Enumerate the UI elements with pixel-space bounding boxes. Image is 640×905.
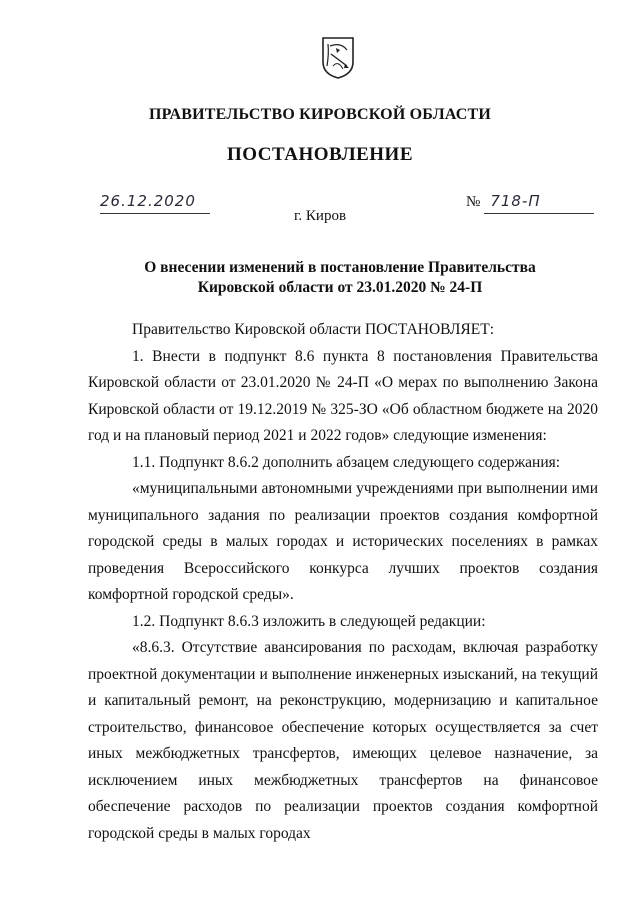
kirov-coat-of-arms-icon — [321, 36, 355, 80]
subject-line-1: О внесении изменений в постановление Правительства — [144, 259, 536, 276]
number-handwritten: 718-П — [490, 192, 541, 210]
document-body — [88, 317, 598, 847]
paragraph-item-1: 1. Внести в подпункт 8.6 пункта 8 постановления Правительства Кировской области от 23.01.2020 № 24-П «О мерах по выполнению Закона Кировской области от 19.12.2019 № 325-ЗО «Об областном бюджете на 2020 год и на плановый период 2021 и 2022 годов» следующие изменения: — [88, 347, 598, 444]
paragraph-quote-2: «8.6.3. Отсутствие авансирования по расходам, включая разработку проектной документации и выполнение инженерных изысканий, на текущий и капитальный ремонт, на реконструкцию, модернизацию и капитальное строительство, финансовое обеспечение которых осуществляется за счет иных межбюджетных трансфертов, имеющих целевое назначение, за исключением иных межбюджетных трансфертов на финансовое обеспечение расходов по реализации проектов создания комфортной городской среды в малых городах — [88, 639, 598, 842]
paragraph-quote-1: «муниципальными автономными учреждениями при выполнении ими муниципального задания по реализации проектов создания комфортной городской среды в малых городах и исторических поселениях в рамках проведения Всероссийского конкурса лучших проектов создания комфортной городской среды». — [88, 480, 598, 603]
city: г. Киров — [293, 208, 347, 224]
document-type-title: ПОСТАНОВЛЕНИЕ — [226, 144, 414, 165]
date-handwritten: 26.12.2020 — [100, 192, 196, 210]
subject-line-2: Кировской области от 23.01.2020 № 24-П — [197, 279, 483, 296]
number-label: № — [466, 194, 481, 210]
paragraph-item-1-1: 1.1. Подпункт 8.6.2 дополнить абзацем следующего содержания: — [132, 453, 561, 471]
government-title: ПРАВИТЕЛЬСТВО КИРОВСКОЙ ОБЛАСТИ — [148, 106, 492, 123]
paragraph-item-1-2: 1.2. Подпункт 8.6.3 изложить в следующей редакции: — [132, 612, 486, 630]
paragraph-resolves: Правительство Кировской области ПОСТАНОВЛЯЕТ: — [132, 321, 495, 338]
document-subject — [140, 258, 540, 298]
